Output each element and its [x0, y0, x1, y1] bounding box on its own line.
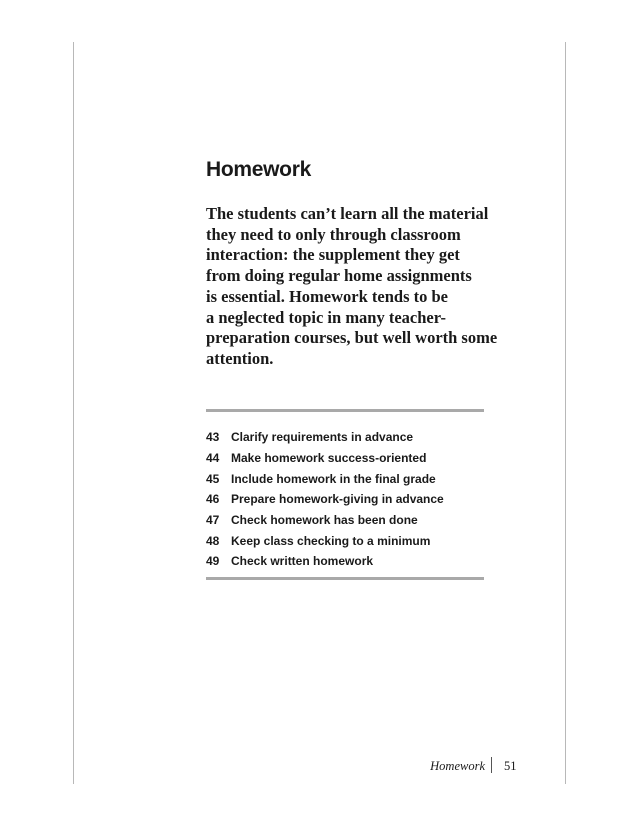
- contents-item-49: [206, 551, 444, 572]
- chapter-intro: [206, 204, 506, 370]
- contents-item-number: 48: [206, 533, 220, 548]
- intro-line: a neglected topic in many teacher-: [206, 307, 446, 327]
- contents-item-number: 44: [206, 451, 220, 466]
- contents-item-title: Clarify requirements in advance: [231, 430, 414, 445]
- contents-item-number: 49: [206, 554, 220, 569]
- contents-item-title: Make homework success-oriented: [231, 451, 427, 466]
- contents-item-number: 46: [206, 492, 220, 507]
- crop-line-left: [73, 42, 74, 784]
- page-footer: [400, 757, 520, 775]
- intro-line: attention.: [206, 348, 274, 368]
- crop-line-right: [565, 42, 566, 784]
- intro-line: preparation courses, but well worth some: [206, 328, 498, 348]
- intro-line: they need to only through classroom: [206, 224, 461, 244]
- contents-item-title: Keep class checking to a minimum: [231, 533, 431, 548]
- contents-item-title: Include homework in the final grade: [231, 471, 436, 486]
- contents-item-43: [206, 427, 444, 448]
- contents-item-44: [206, 448, 444, 469]
- running-head: Homework: [430, 759, 485, 773]
- footer-separator: [491, 757, 492, 773]
- page-number: 51: [504, 759, 517, 773]
- contents-item-title: Check written homework: [231, 554, 374, 569]
- contents-item-number: 45: [206, 471, 220, 486]
- contents-item-number: 47: [206, 513, 220, 528]
- contents-rule-top: [206, 409, 484, 412]
- intro-line: The students can’t learn all the material: [206, 204, 489, 223]
- intro-line: is essential. Homework tends to be: [206, 286, 448, 306]
- contents-item-45: [206, 468, 444, 489]
- contents-item-48: [206, 530, 444, 551]
- contents-item-title: Prepare homework-giving in advance: [231, 492, 444, 507]
- contents-item-title: Check homework has been done: [231, 513, 418, 528]
- contents-item-47: [206, 510, 444, 531]
- contents-item-46: [206, 489, 444, 510]
- contents-item-number: 43: [206, 430, 220, 445]
- chapter-title: Homework: [206, 158, 311, 181]
- intro-line: from doing regular home assignments: [206, 266, 472, 286]
- contents-rule-bottom: [206, 577, 484, 580]
- contents-list: [206, 427, 444, 572]
- intro-line: interaction: the supplement they get: [206, 245, 460, 265]
